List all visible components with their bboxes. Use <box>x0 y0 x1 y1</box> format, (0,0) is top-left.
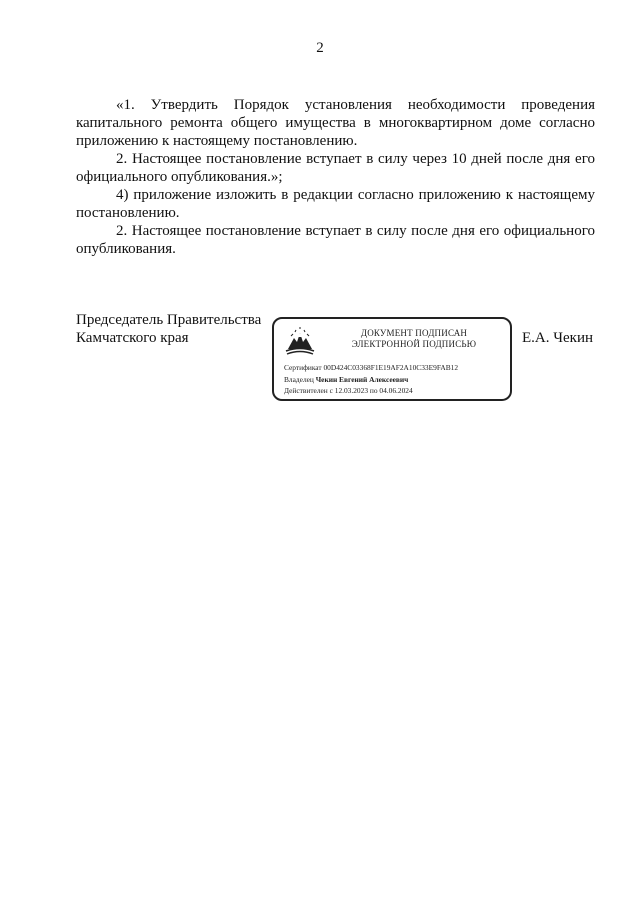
document-body <box>76 96 595 258</box>
signatory-name: Е.А. Чекин <box>522 330 593 346</box>
paragraph-appendix-edition: 4) приложение изложить в редакции согласно приложению к настоящему постановлению. <box>76 187 595 221</box>
stamp-validity: Действителен с 12.03.2023 по 04.06.2024 <box>284 386 413 395</box>
stamp-certificate: Сертификат 00D424C03368F1E19AF2A10C33E9FAB12 <box>284 363 459 372</box>
page-number: 2 <box>316 40 324 56</box>
signatory-position-line2: Камчатского края <box>76 330 189 346</box>
kamchatka-emblem-icon <box>283 327 317 357</box>
stamp-owner: Владелец Чекин Евгений Алексеевич <box>284 375 409 384</box>
signatory-position-line1: Председатель Правительства <box>76 312 262 328</box>
paragraph-effective-after-publication: 2. Настоящее постановление вступает в силу после дня его официального опубликования. <box>76 223 595 257</box>
signatory-position <box>76 311 261 347</box>
paragraph-effective-10-days: 2. Настоящее постановление вступает в силу через 10 дней после дня его официального опубликования.»; <box>76 151 595 185</box>
electronic-signature-stamp <box>272 317 512 401</box>
paragraph-approve-procedure: «1. Утвердить Порядок установления необходимости проведения капитального ремонта общего имущества в многоквартирном доме согласно приложению к настоящему постановлению. <box>76 97 595 149</box>
stamp-title: ДОКУМЕНТ ПОДПИСАН ЭЛЕКТРОННОЙ ПОДПИСЬЮ <box>351 328 477 349</box>
